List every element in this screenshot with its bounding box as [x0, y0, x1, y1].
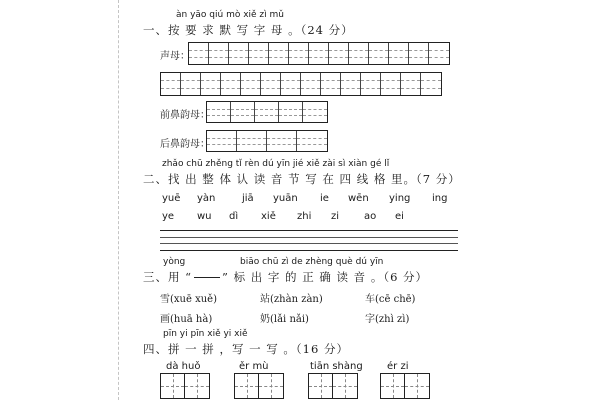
word-pinyin: tiān shàng: [310, 361, 363, 372]
shengmu-grid-row1[interactable]: [188, 42, 450, 65]
word-pinyin: dà huǒ: [166, 361, 201, 372]
section2-pinyin: zhǎo chū zhěng tǐ rèn dú yīn jié xiě zài sì xiàn gé lǐ: [162, 159, 390, 169]
section2-title: 二、找 出 整 体 认 读 音 节 写 在 四 线 格 里。（7 分）: [143, 172, 461, 186]
shengmu-label: 声母：: [160, 51, 190, 62]
word-pinyin: ěr mù: [239, 361, 269, 372]
section3-pinyin-left: yòng: [163, 257, 186, 267]
reading-choice[interactable]: 奶(lǎi nǎi): [260, 314, 309, 325]
syllable: zi: [331, 211, 340, 222]
syllable: yàn: [197, 193, 216, 204]
syllable: ing: [432, 193, 448, 204]
syllable: yuān: [273, 193, 298, 204]
qianbi-grid[interactable]: [206, 101, 328, 123]
syllable: xiě: [261, 211, 276, 222]
section4-title: 四、拼 一 拼 ，写 一 写 。（16 分）: [143, 342, 349, 356]
word-pinyin: ér zi: [387, 361, 409, 372]
syllable: wu: [197, 211, 212, 222]
houbi-grid[interactable]: [206, 130, 328, 152]
syllable: ao: [364, 211, 377, 222]
binding-margin-line: [118, 0, 119, 400]
syllable: ie: [320, 193, 329, 204]
reading-choice[interactable]: 画(huā hà): [160, 314, 213, 325]
answer-blank: [194, 277, 220, 278]
syllable: dì: [229, 211, 239, 222]
section1-title: 一、按 要 求 默 写 字 母 。（24 分）: [143, 23, 354, 37]
tianzige-grid[interactable]: [308, 373, 358, 399]
reading-choice[interactable]: 雪(xuē xuě): [160, 294, 217, 305]
tianzige-grid[interactable]: [160, 373, 210, 399]
syllable: ei: [395, 211, 404, 222]
tianzige-grid[interactable]: [380, 373, 430, 399]
reading-choice[interactable]: 车(cē chē): [365, 294, 416, 305]
syllable: wēn: [348, 193, 369, 204]
syllable: jiā: [242, 193, 254, 204]
qianbi-label: 前鼻韵母：: [160, 110, 210, 121]
section3-title-suffix: ” 标 出 字 的 正 确 读 音 。（6 分）: [222, 270, 429, 284]
section1-pinyin: àn yāo qiú mò xiě zì mǔ: [176, 10, 284, 20]
section4-pinyin: pīn yi pīn xiě yi xiě: [163, 329, 248, 339]
syllable: zhi: [297, 211, 312, 222]
section3-pinyin-right: biāo chū zì de zhèng què dú yīn: [240, 257, 384, 267]
tianzige-grid[interactable]: [234, 373, 284, 399]
four-line-grid[interactable]: [160, 230, 458, 251]
section3-title: [143, 269, 428, 285]
reading-choice[interactable]: 字(zhì zì): [365, 314, 410, 325]
syllable: yuē: [162, 193, 181, 204]
shengmu-grid-row2[interactable]: [160, 72, 442, 96]
syllable: ye: [162, 211, 175, 222]
houbi-label: 后鼻韵母：: [160, 139, 210, 150]
reading-choice[interactable]: 站(zhàn zàn): [260, 294, 323, 305]
syllable: ying: [389, 193, 411, 204]
section3-title-prefix: 三、用 “: [143, 270, 193, 284]
